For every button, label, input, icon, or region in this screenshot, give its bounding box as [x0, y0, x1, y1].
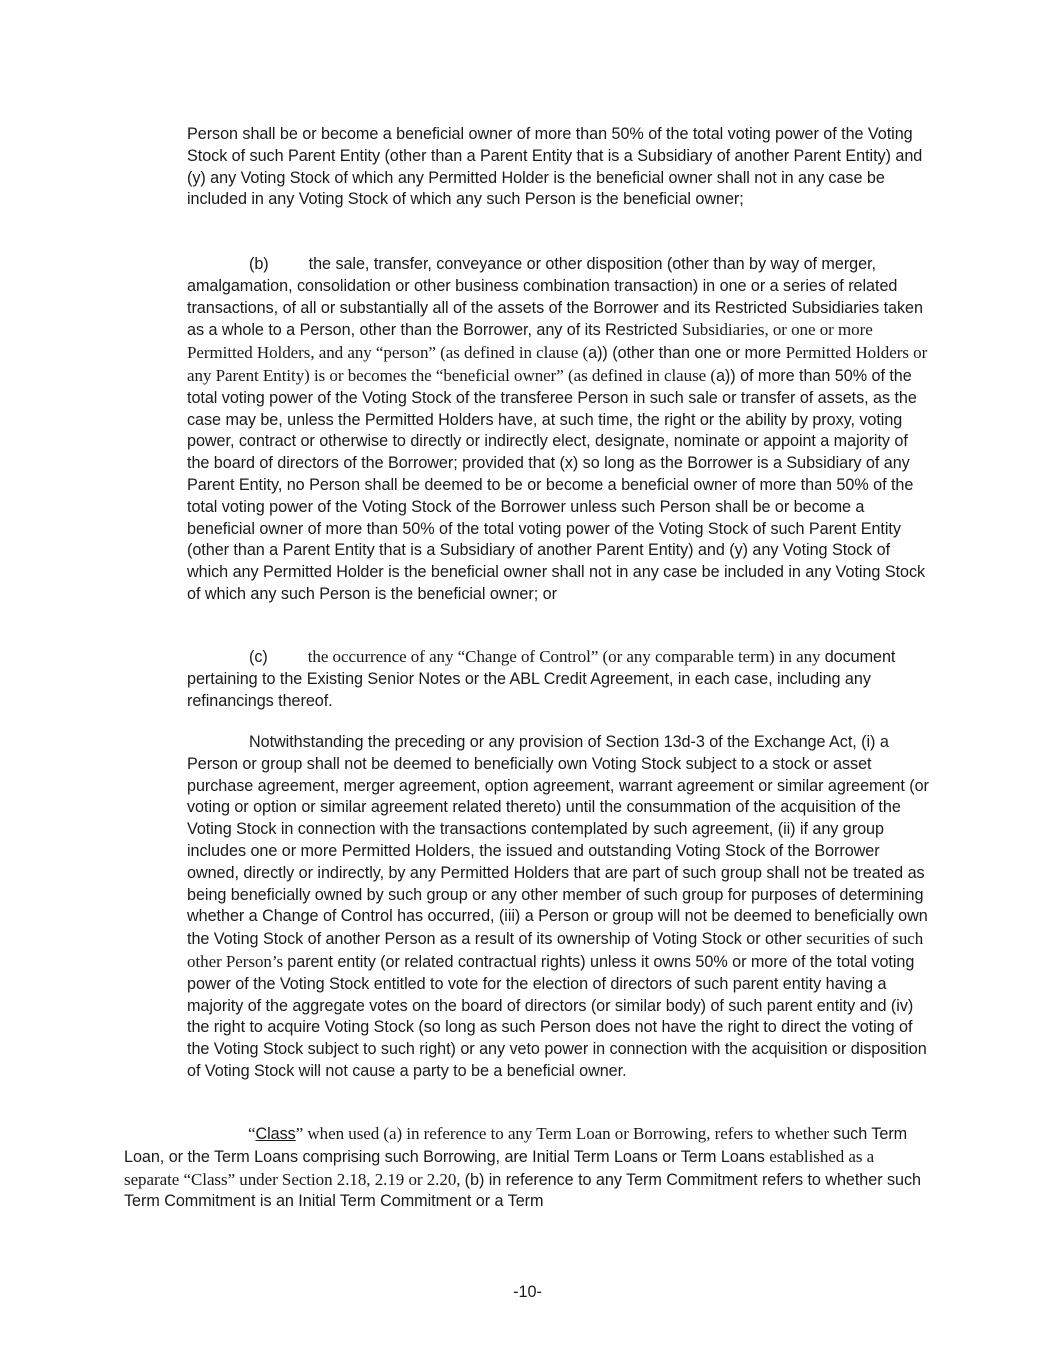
clause-marker-b: (b) [249, 255, 269, 273]
paragraph-continuation: Person shall be or become a beneficial owner of more than 50% of the total voting power of the Voting Stock of such Parent Entity (other than a Parent Entity that is a Subsidiary of another Parent Entity) and (y) any Voting Stock of which any Permitted Holder is the beneficial owner shall not in any case be included in any Voting Stock of which any such Person is the beneficial owner; [187, 125, 923, 209]
paragraph-b-text-3: a)) (other than one or more [588, 344, 786, 363]
class-text-1: ” when used (a) in reference to any Term Loan or Borrowing, refers to whether [295, 1124, 834, 1143]
notwithstanding-text-1: Notwithstanding the preceding or any provision of Section 13d-3 of the Exchange Act, (i) a Person or group shall not be deemed to beneficially own Voting Stock subject to a stock or asset purchase agreement, merger agreement, option agreement, warrant agreement or similar agreement (or voting or option or similar agreement related thereto) until the consummation of the acquisition of the Voting Stock in connection with the transactions contemplated by such agreement, (ii) if any group includes one or more Permitted Holders, the issued and outstanding Voting Stock of the Borrower owned, directly or indirectly, by any Permitted Holders that are part of such group shall not be treated as being beneficially owned by such group or any other member of such group for purposes of determining whether a Change of Control has occurred, (iii) a Person or group will not be deemed to beneficially own the Voting Stock of another Person as a result of its ownership of Voting Stock or other [187, 733, 929, 949]
paragraph-c-text-2: document pertaining to the Existing Senior Notes or the ABL Credit Agreement, in each case, including any refinancings thereof. [187, 648, 896, 710]
paragraph-b-text-5: a)) of more than 50% of the total voting power of the Voting Stock of the transferee Person in such sale or transfer of assets, as the case may be, unless the Permitted Holders have, at such time, the right or the ability by proxy, voting power, contract or otherwise to directly or indirectly elect, designate, nominate or appoint a majority of the board of directors of the Borrower; provided that (x) so long as the Borrower is a Subsidiary of any Parent Entity, no Person shall be deemed to be or become a beneficial owner of more than 50% of the total voting power of the Voting Stock of the Borrower unless such Person shall be or become a beneficial owner of more than 50% of the total voting power of the Voting Stock of such Parent Entity (other than a Parent Entity that is a Subsidiary of another Parent Entity) and (y) any Voting Stock of which any Permitted Holder is the beneficial owner shall not in any case be included in any Voting Stock of which any such Person is the beneficial owner; or [187, 366, 926, 603]
paragraph-b-text-2: Subsidiaries, or one or more Permitted Holders, and any “person” (as defined in clause ( [187, 320, 873, 363]
class-text-2: such Term Loan, or the Term Loans comprising such Borrowing, are Initial Term Loans or Term Loans [124, 1125, 908, 1166]
defined-term-class: Class [255, 1125, 296, 1143]
paragraph-c [187, 646, 929, 712]
paragraph-b-text-4: Permitted Holders or any Parent Entity) is or becomes the “beneficial owner” (as defined in clause ( [187, 343, 928, 385]
page-number: -10- [513, 1283, 542, 1301]
paragraph-class-definition [124, 1123, 924, 1213]
paragraph-b-text-1: the sale, transfer, conveyance or other disposition (other than by way of merger, amalgamation, consolidation or other business combination transaction) in one or a series of related transactions, of all or substantially all of the assets of the Borrower and its Restricted Subsidiaries taken as a whole to a Person, other than the Borrower, any of its Restricted [187, 255, 923, 340]
paragraph-notwithstanding [187, 732, 929, 1083]
clause-marker-c: (c) [249, 648, 268, 666]
class-open-quote: “ [248, 1124, 256, 1143]
notwithstanding-text-2: securities of such other Person’s [187, 929, 924, 971]
notwithstanding-text-3: parent entity (or related contractual rights) unless it owns 50% or more of the total voting power of the Voting Stock entitled to vote for the election of directors of such parent entity having a majority of the aggregate votes on the board of directors (or similar body) of such parent entity and (iv) the right to acquire Voting Stock (so long as such Person does not have the right to direct the voting of the Voting Stock subject to such right) or any veto power in connection with the acquisition or disposition of Voting Stock will not cause a party to be a beneficial owner. [187, 952, 927, 1080]
paragraph-c-text-1: the occurrence of any “Change of Control” (or any comparable term) in any [307, 647, 825, 666]
paragraph-b [187, 254, 929, 606]
class-text-4: (b) in reference to any Term Commitment refers to whether such Term Commitment is an Initial Term Commitment or a Term [124, 1170, 921, 1211]
class-text-3: established as a separate “Class” under Section 2.18, 2.19 or 2.20, [124, 1146, 875, 1189]
